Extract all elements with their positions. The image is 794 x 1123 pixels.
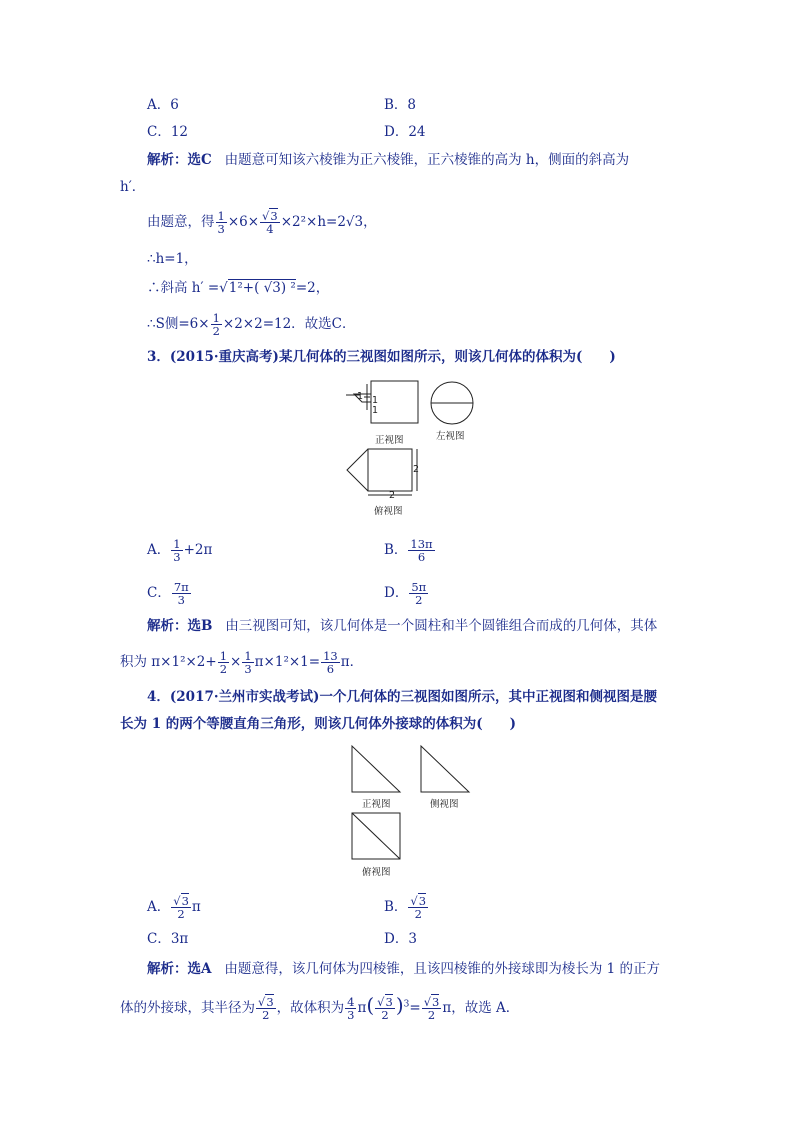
q3-solution-line1: 解析：选B 由三视图可知，该几何体是一个圆柱和半个圆锥组合而成的几何体，其体 [147,618,658,634]
q3-left-label: 左视图 [436,431,465,442]
q3-option-a: A． $\frac{1}{3}$ +2π [147,537,213,564]
q3-left-view-figure [430,381,476,427]
q3-front-rect [371,381,418,423]
q3-front-view-figure [340,380,420,428]
q4-front-triangle [352,746,400,792]
q4-option-a: A． $\frac{√3}{2}$ π [147,894,201,921]
q2-l2-suffix: =2√3， [326,214,377,230]
q4-option-b: B． $\frac{√3}{2}$ [384,894,427,921]
q4-option-c: C．3π [147,931,189,947]
fraction-sqrt3-4: $\frac{√3}{4}$ [262,209,278,236]
q4-option-d: D．3 [384,931,417,947]
q2-l2-prefix: 由题意，得 [147,214,215,230]
q2-solution-text: 由题意可知该六棱锥为正六棱锥，正六棱锥的高为 h，侧面的斜高为 [224,152,630,168]
q2-solution-head: 解析：选C [147,152,212,168]
q4-top-diagonal [352,813,400,859]
q3-top-triangle [347,449,368,491]
q2-solution-line2 [147,210,377,235]
q2-solution-line5: ∴S侧=6× $\frac{1}{2}$ ×2×2=12．故选C． [147,311,356,338]
q3-dim-label-1: 1 [357,391,364,402]
q2-solution-line3: ∴h=1， [147,251,198,267]
q4-solution-line2: 体的外接球，其半径为 $\frac{√3}{2}$ ，故体积为 $\frac{4}{3}$ π( $\frac{√3}{2}$ )$^3$= $\frac{√3}{2}$ π，故选 A． [120,993,520,1022]
q3-solution-head: 解析：选B [147,618,213,634]
fraction-1-3: $\frac{1}{3}$ [217,209,225,236]
q2-solution-line1b: h′． [120,179,146,195]
q4-top-label: 俯视图 [362,867,391,878]
q3-stem: 3．(2015·重庆高考)某几何体的三视图如图所示，则该几何体的体积为( ) [147,349,616,365]
q2-l2-b: ×2²×h [280,214,327,230]
q4-side-triangle [421,746,469,792]
q4-stem-line2: 长为 1 的两个等腰直角三角形，则该几何体外接球的体积为( ) [120,716,517,732]
q4-stem-line1: 4．(2017·兰州市实战考试)一个几何体的三视图如图所示，其中正视图和侧视图是腰 [147,689,657,705]
fraction-1-2: $\frac{1}{2}$ [212,311,220,338]
q2-l2-a: ×6× [227,214,260,230]
q2-option-a: A．6 [147,97,179,113]
q2-solution-line4: ∴斜高 h′ =√1²+( √3) ²=2， [147,280,330,296]
q4-side-view-figure [420,745,472,793]
q4-top-view-figure [351,812,403,860]
q2-solution-line1 [147,152,629,168]
q3-dim-label-1b: 1 [372,395,379,406]
q3-option-d: D． $\frac{5\pi}{2}$ [384,580,427,607]
q3-solution-line2: 积为 π×1²×2+ $\frac{1}{2}$ × $\frac{1}{3}$ π×1²×1= $\frac{13}{6}$ π． [120,649,364,676]
q4-front-label: 正视图 [362,799,391,810]
q4-front-view-figure [351,745,403,793]
q2-option-d: D．24 [384,124,426,140]
q4-solution-line1: 解析：选A 由题意得，该几何体为四棱锥，且该四棱锥的外接球即为棱长为 1 的正方 [147,961,661,977]
q3-top-label: 俯视图 [374,506,403,517]
q4-solution-head: 解析：选A [147,961,212,977]
q3-option-c: C． $\frac{7\pi}{3}$ [147,580,189,607]
q2-option-c: C．12 [147,124,189,140]
q3-option-b: B． $\frac{13\pi}{6}$ [384,537,433,564]
q3-dim-label-1c: 1 [372,405,379,416]
q3-top-dim-2-right: 2 [413,464,420,475]
q2-option-b: B．8 [384,97,417,113]
q3-top-rect [368,449,412,491]
q3-top-dim-2-bottom: 2 [389,490,396,501]
q3-front-label: 正视图 [375,435,404,446]
q4-side-label: 侧视图 [430,799,459,810]
